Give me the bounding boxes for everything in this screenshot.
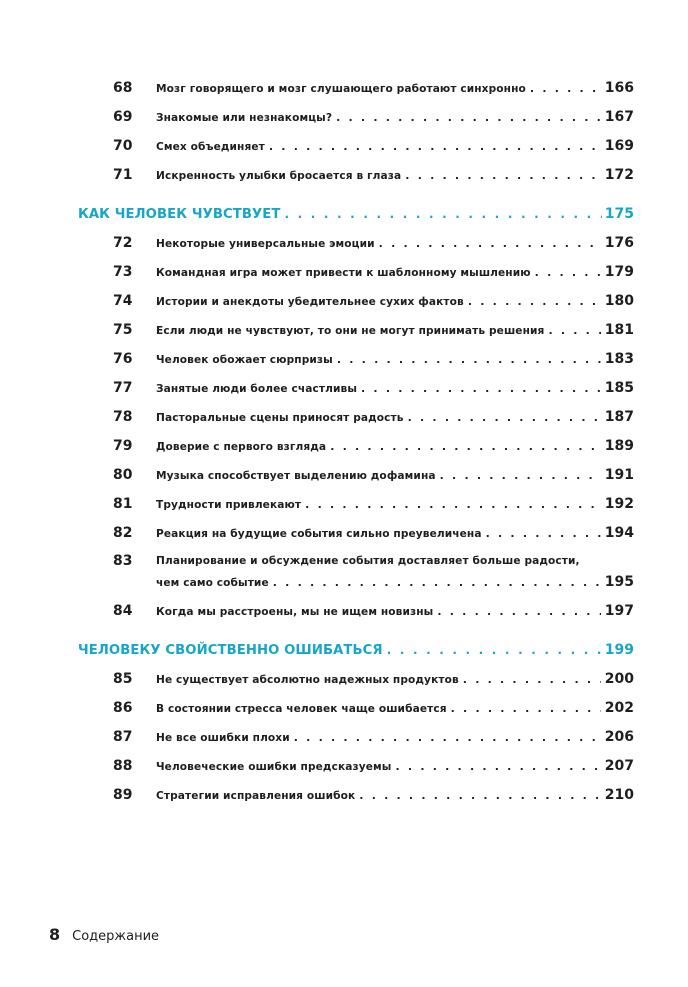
entry-page: 172 [604, 167, 634, 183]
entry-number: 88 [113, 758, 133, 774]
entry-page: 176 [604, 235, 634, 251]
entry-page: 200 [604, 671, 634, 687]
dot-leader [330, 437, 601, 457]
entry-number: 78 [113, 409, 133, 425]
section-title: ЧЕЛОВЕКУ СВОЙСТВЕННО ОШИБАТЬСЯ [78, 643, 383, 658]
entry-page: 180 [604, 293, 634, 309]
toc-entry[interactable] [0, 669, 688, 689]
entry-title: Занятые люди более счастливы [156, 383, 357, 395]
entry-title: Музыка способствует выделению дофамина [156, 470, 436, 482]
dot-leader [305, 495, 601, 515]
entry-page: 207 [604, 758, 634, 774]
entry-number: 74 [113, 293, 133, 309]
entry-page: 192 [604, 496, 634, 512]
toc-entry[interactable] [0, 727, 688, 747]
entry-number: 87 [113, 729, 133, 745]
entry-title: В состоянии стресса человек чаще ошибается [156, 703, 447, 715]
dot-leader [379, 234, 601, 254]
running-footer-label: Содержание [72, 929, 160, 944]
dot-leader [294, 728, 601, 748]
entry-title: Не все ошибки плохи [156, 732, 290, 744]
entry-page: 210 [604, 787, 634, 803]
toc-entry[interactable] [0, 107, 688, 127]
dot-leader [273, 573, 601, 593]
toc-entry[interactable] [0, 136, 688, 156]
entry-title: Человек обожает сюрпризы [156, 354, 333, 366]
toc-entry[interactable] [0, 78, 688, 98]
toc-entry[interactable] [0, 698, 688, 718]
entry-number: 85 [113, 671, 133, 687]
toc-entry[interactable] [0, 291, 688, 311]
entry-number: 72 [113, 235, 133, 251]
entry-page: 202 [604, 700, 634, 716]
entry-number: 79 [113, 438, 133, 454]
dot-leader [408, 408, 601, 428]
toc-entry[interactable] [0, 349, 688, 369]
toc-entry[interactable] [0, 378, 688, 398]
toc-entry[interactable] [0, 465, 688, 485]
section-page: 175 [604, 206, 634, 222]
dot-leader [387, 639, 602, 661]
dot-leader [396, 757, 601, 777]
entry-page: 166 [604, 80, 634, 96]
entry-page: 183 [604, 351, 634, 367]
entry-page: 181 [604, 322, 634, 338]
entry-number: 83 [113, 553, 133, 569]
entry-page: 206 [604, 729, 634, 745]
entry-page: 179 [604, 264, 634, 280]
dot-leader [359, 786, 600, 806]
toc-entry[interactable] [0, 601, 688, 621]
dot-leader [548, 321, 600, 341]
entry-number: 82 [113, 525, 133, 541]
entry-number: 73 [113, 264, 133, 280]
toc-entry[interactable] [0, 494, 688, 514]
dot-leader [285, 203, 602, 225]
section-page: 199 [604, 642, 634, 658]
entry-page: 169 [604, 138, 634, 154]
entry-page: 167 [604, 109, 634, 125]
page-footer [49, 925, 159, 949]
entry-number: 86 [113, 700, 133, 716]
dot-leader [269, 137, 601, 157]
entry-title: Трудности привлекают [156, 499, 302, 511]
entry-page: 197 [604, 603, 634, 619]
section-title: КАК ЧЕЛОВЕК ЧУВСТВУЕТ [78, 207, 281, 222]
page-number: 8 [49, 925, 61, 944]
toc-entry[interactable] [0, 165, 688, 185]
entry-page: 195 [604, 574, 634, 590]
dot-leader [451, 699, 601, 719]
entry-number: 68 [113, 80, 133, 96]
entry-number: 80 [113, 467, 133, 483]
entry-title: Искренность улыбки бросается в глаза [156, 170, 402, 182]
dot-leader [336, 108, 601, 128]
entry-title: Доверие с первого взгляда [156, 441, 327, 453]
entry-number: 77 [113, 380, 133, 396]
entry-title: Человеческие ошибки предсказуемы [156, 761, 392, 773]
toc-entry[interactable] [0, 785, 688, 805]
entry-number: 76 [113, 351, 133, 367]
toc-entry[interactable] [0, 551, 688, 571]
dot-leader [535, 263, 601, 283]
dot-leader [437, 602, 600, 622]
toc-section-heading[interactable] [0, 203, 688, 225]
entry-page: 185 [604, 380, 634, 396]
entry-page: 187 [604, 409, 634, 425]
entry-title: Знакомые или незнакомцы? [156, 112, 333, 124]
entry-number: 89 [113, 787, 133, 803]
dot-leader [405, 166, 600, 186]
dot-leader [468, 292, 601, 312]
toc-section-heading[interactable] [0, 639, 688, 661]
entry-title: Когда мы расстроены, мы не ищем новизны [156, 606, 434, 618]
entry-number: 69 [113, 109, 133, 125]
entry-page: 191 [604, 467, 634, 483]
entry-title: Стратегии исправления ошибок [156, 790, 356, 802]
dot-leader [337, 350, 601, 370]
entry-title: Пасторальные сцены приносят радость [156, 412, 404, 424]
dot-leader [530, 79, 601, 99]
entry-number: 70 [113, 138, 133, 154]
entry-title: Истории и анекдоты убедительнее сухих фактов [156, 296, 464, 308]
entry-title: Командная игра может привести к шаблонному мышлению [156, 267, 531, 279]
entry-title: Некоторые универсальные эмоции [156, 238, 375, 250]
toc-entry[interactable] [0, 407, 688, 427]
entry-number: 71 [113, 167, 133, 183]
entry-title: Мозг говорящего и мозг слушающего работают синхронно [156, 83, 526, 95]
entry-number: 81 [113, 496, 133, 512]
toc-entry[interactable] [0, 233, 688, 253]
entry-number: 75 [113, 322, 133, 338]
toc-entry[interactable] [0, 262, 688, 282]
toc-entry[interactable] [0, 523, 688, 543]
entry-number: 84 [113, 603, 133, 619]
dot-leader [463, 670, 601, 690]
entry-title-line1: Планирование и обсуждение события доставляет больше радости, [156, 555, 580, 567]
dot-leader [486, 524, 601, 544]
entry-page: 194 [604, 525, 634, 541]
entry-title-line2: чем само событие [156, 577, 269, 589]
dot-leader [440, 466, 601, 486]
entry-page: 189 [604, 438, 634, 454]
toc-entry[interactable] [0, 436, 688, 456]
entry-title: Реакция на будущие события сильно преувеличена [156, 528, 482, 540]
toc-entry[interactable] [0, 756, 688, 776]
dot-leader [361, 379, 601, 399]
entry-title: Смех объединяет [156, 141, 265, 153]
toc-entry-continuation[interactable] [0, 572, 688, 592]
toc-entry[interactable] [0, 320, 688, 340]
entry-title: Не существует абсолютно надежных продуктов [156, 674, 459, 686]
entry-title: Если люди не чувствуют, то они не могут принимать решения [156, 325, 545, 337]
